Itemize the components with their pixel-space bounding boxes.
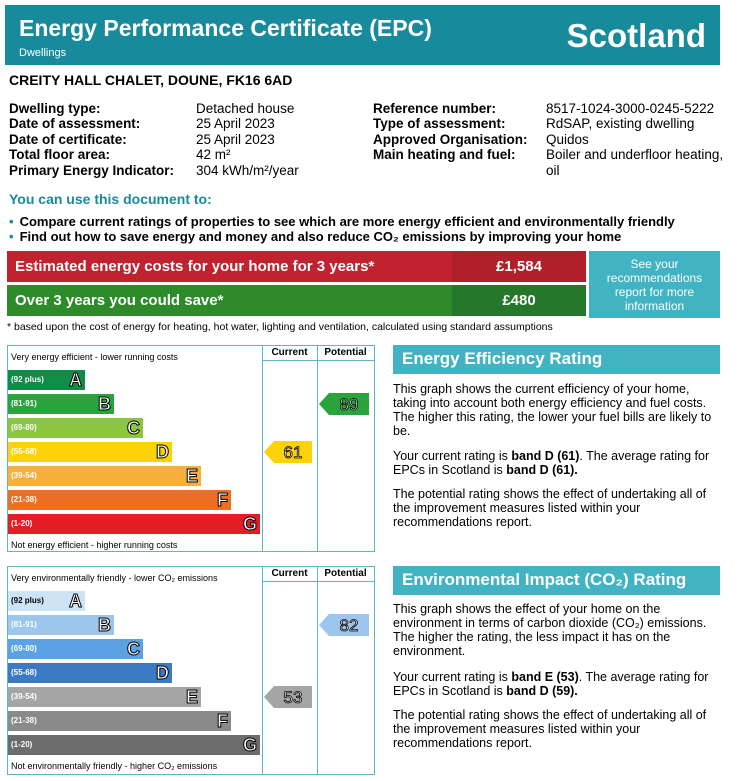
ei-current-rating-arrow-value: 53 bbox=[283, 688, 303, 707]
detail-label: Date of certificate: bbox=[9, 131, 127, 147]
ei-paragraph-2 bbox=[393, 670, 723, 698]
ee-band-letter: B bbox=[98, 394, 111, 414]
recommendations-report-link[interactable] bbox=[589, 251, 720, 318]
ei-band-letter: B bbox=[98, 615, 111, 635]
ei-potential-header: Potential bbox=[324, 568, 367, 579]
ei-section-title bbox=[393, 566, 720, 595]
ee-paragraph-2 bbox=[393, 449, 723, 477]
bullet-text: Find out how to save energy and money and also reduce CO₂ emissions by improving your home bbox=[19, 229, 622, 244]
environmental-impact-chart bbox=[7, 566, 375, 775]
ei-band-letter: F bbox=[217, 711, 228, 731]
ee-band-c bbox=[8, 418, 143, 438]
ei-band-range: (92 plus) bbox=[11, 596, 44, 605]
ei-current-rating-arrow bbox=[264, 686, 312, 708]
ee-band-range: (21-38) bbox=[11, 495, 37, 504]
ei-potential-rating-arrow-value: 82 bbox=[339, 616, 359, 635]
detail-value: 42 m² bbox=[196, 147, 231, 163]
ee-potential-rating-arrow bbox=[319, 393, 369, 415]
detail-label: Date of assessment: bbox=[9, 116, 141, 132]
detail-label: Primary Energy Indicator: bbox=[9, 162, 175, 178]
detail-label: Reference number: bbox=[373, 101, 497, 116]
ee-current-rating-arrow bbox=[264, 441, 312, 463]
ee-potential-rating-arrow-value: 89 bbox=[339, 395, 359, 414]
ee-band-letter: D bbox=[156, 442, 169, 462]
ei-band-range: (81-91) bbox=[11, 620, 37, 629]
ee-current-header: Current bbox=[271, 347, 308, 358]
ei-band-g bbox=[8, 735, 260, 755]
ei-band-range: (55-68) bbox=[11, 668, 37, 677]
ee-paragraph-1: This graph shows the current efficiency of your home, taking into account both energy efficiency and fuel costs. The higher this rating, the lower your fuel bills are likely to be. bbox=[393, 382, 712, 438]
ee-band-range: (39-54) bbox=[11, 471, 37, 480]
ee-potential-header: Potential bbox=[324, 347, 367, 358]
estimated-cost-value: £1,584 bbox=[452, 251, 586, 282]
bullet-dot: • bbox=[9, 229, 14, 244]
ee-band-f bbox=[8, 490, 231, 510]
ee-band-letter: G bbox=[242, 514, 257, 534]
ee-band-range: (92 plus) bbox=[11, 375, 44, 384]
savings-label: Over 3 years you could save* bbox=[15, 292, 224, 309]
ee-average-band: band D (61). bbox=[506, 463, 578, 477]
savings-value: £480 bbox=[452, 285, 586, 316]
detail-value: 25 April 2023 bbox=[196, 116, 275, 132]
detail-value: Boiler and underfloor heating, bbox=[546, 147, 724, 163]
ee-header-line bbox=[262, 360, 374, 361]
ei-p2-text: Your current rating is bbox=[393, 670, 512, 684]
detail-value: 304 kWh/m²/year bbox=[196, 162, 299, 178]
ee-p2-text: Your current rating is bbox=[393, 449, 512, 463]
ei-band-range: (1-20) bbox=[11, 740, 33, 749]
ee-band-range: (81-91) bbox=[11, 399, 37, 408]
country-label: Scotland bbox=[566, 17, 706, 54]
ee-title-text: Energy Efficiency Rating bbox=[402, 349, 603, 368]
ee-band-letter: C bbox=[127, 418, 140, 438]
ee-band-b bbox=[8, 394, 114, 414]
ei-p2-text: . The average rating for EPCs in Scotland is bbox=[393, 670, 709, 698]
ei-band-range: (39-54) bbox=[11, 692, 37, 701]
ei-paragraph-3: The potential rating shows the effect of undertaking all of the improvement measures listed within your recommendations report. bbox=[393, 708, 707, 750]
ee-section-title bbox=[393, 345, 720, 374]
ei-band-e bbox=[8, 687, 201, 707]
ee-band-range: (1-20) bbox=[11, 519, 33, 528]
epc-header bbox=[5, 5, 720, 65]
ee-top-caption: Very energy efficient - lower running costs bbox=[11, 352, 178, 362]
use-bullets bbox=[9, 214, 675, 244]
property-address: CREITY HALL CHALET, DOUNE, FK16 6AD bbox=[9, 72, 293, 88]
ee-band-a bbox=[8, 370, 85, 390]
detail-value: Detached house bbox=[196, 101, 295, 116]
ee-current-band: band D (61) bbox=[511, 449, 580, 463]
ei-band-range: (69-80) bbox=[11, 644, 37, 653]
detail-label: Main heating and fuel: bbox=[373, 147, 516, 163]
ei-band-range: (21-38) bbox=[11, 716, 37, 725]
detail-label: Dwelling type: bbox=[9, 101, 101, 116]
ei-average-band: band D (59). bbox=[506, 684, 578, 698]
certificate-title: Energy Performance Certificate (EPC) bbox=[19, 15, 432, 41]
ee-band-d bbox=[8, 442, 172, 462]
ei-band-f bbox=[8, 711, 231, 731]
ee-band-range: (69-80) bbox=[11, 423, 37, 432]
cost-footnote: * based upon the cost of energy for heating, hot water, lighting and ventilation, calculated using standard assumptions bbox=[7, 321, 553, 333]
ee-column-divider bbox=[262, 346, 263, 551]
ee-column-divider bbox=[317, 346, 318, 551]
ei-current-header: Current bbox=[271, 568, 308, 579]
detail-value: 8517-1024-3000-0245-5222 bbox=[546, 101, 715, 116]
ee-band-g bbox=[8, 514, 260, 534]
savings-bar bbox=[7, 285, 586, 316]
ei-band-c bbox=[8, 639, 143, 659]
ei-band-letter: D bbox=[156, 663, 169, 683]
bullet-dot: • bbox=[9, 214, 14, 229]
ei-band-b bbox=[8, 615, 114, 635]
ei-title-text: Environmental Impact (CO₂) Rating bbox=[402, 570, 687, 589]
ee-band-e bbox=[8, 466, 201, 486]
detail-value: RdSAP, existing dwelling bbox=[546, 116, 695, 132]
ei-current-band: band E (53) bbox=[511, 670, 579, 684]
use-heading: You can use this document to: bbox=[9, 191, 212, 207]
ei-column-divider bbox=[317, 567, 318, 774]
estimated-cost-bar bbox=[7, 251, 586, 282]
detail-value: Quidos bbox=[546, 131, 589, 147]
recommendations-report-text[interactable]: See your recommendations report for more information bbox=[606, 256, 703, 313]
bullet-text: Compare current ratings of properties to see which are more energy efficient and environmentally friendly bbox=[19, 214, 675, 229]
ei-band-letter: A bbox=[69, 591, 82, 611]
ee-band-letter: E bbox=[185, 466, 198, 486]
ei-bottom-caption: Not environmentally friendly - higher CO₂ emissions bbox=[11, 761, 218, 771]
ei-band-letter: E bbox=[185, 687, 198, 707]
detail-label: Approved Organisation: bbox=[373, 131, 528, 147]
detail-label: Total floor area: bbox=[9, 147, 111, 163]
ei-paragraph-1: This graph shows the effect of your home on the environment in terms of carbon dioxide (CO₂) emissions. The higher the rating, the less impact it has on the environment. bbox=[393, 602, 707, 658]
ee-p2-text: . The average rating for EPCs in Scotland is bbox=[393, 449, 710, 477]
detail-value-continued: oil bbox=[546, 162, 560, 178]
ee-bottom-caption: Not energy efficient - higher running costs bbox=[11, 540, 178, 550]
ei-potential-rating-arrow bbox=[319, 614, 369, 636]
details-left bbox=[9, 101, 299, 178]
ei-band-letter: G bbox=[242, 735, 257, 755]
ei-column-divider bbox=[262, 567, 263, 774]
detail-label: Type of assessment: bbox=[373, 116, 506, 132]
ee-paragraph-3: The potential rating shows the effect of undertaking all of the improvement measures listed within your recommendations report. bbox=[393, 487, 707, 529]
certificate-subtitle: Dwellings bbox=[19, 47, 67, 59]
ei-band-a bbox=[8, 591, 85, 611]
ee-band-range: (55-68) bbox=[11, 447, 37, 456]
estimated-cost-label: Estimated energy costs for your home for 3 years* bbox=[15, 258, 375, 275]
ei-band-d bbox=[8, 663, 172, 683]
details-right bbox=[373, 101, 724, 178]
ei-top-caption: Very environmentally friendly - lower CO₂ emissions bbox=[11, 573, 218, 583]
ei-band-letter: C bbox=[127, 639, 140, 659]
detail-value: 25 April 2023 bbox=[196, 131, 275, 147]
ee-current-rating-arrow-value: 61 bbox=[283, 443, 303, 462]
ee-band-letter: F bbox=[217, 490, 228, 510]
energy-efficiency-chart bbox=[7, 345, 375, 552]
ee-band-letter: A bbox=[69, 370, 82, 390]
ei-header-line bbox=[262, 581, 374, 582]
